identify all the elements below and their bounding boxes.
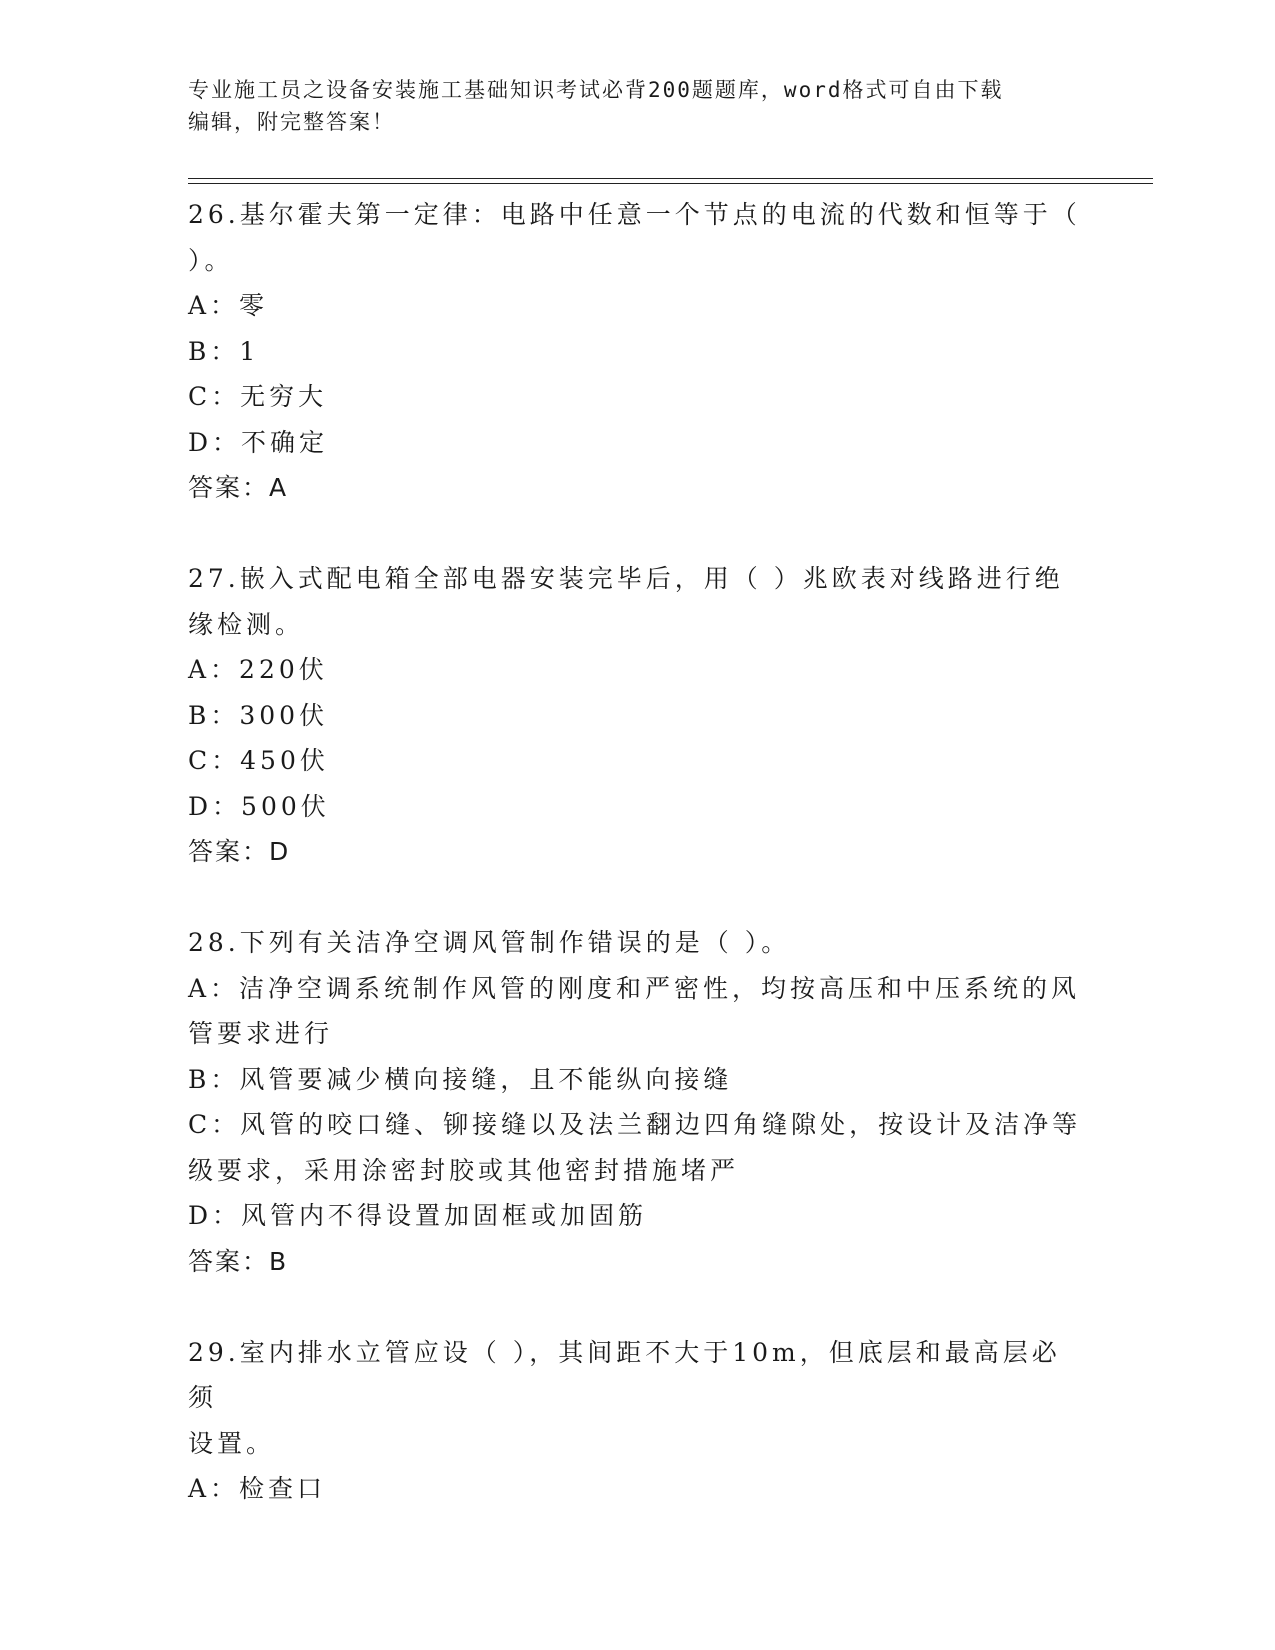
question-28 [188,920,1088,1284]
header-divider-bottom [188,183,1153,184]
question-26 [188,192,1088,511]
question-29 [188,1330,1088,1512]
option-b: B：1 [188,336,260,366]
option-a: A：洁净空调系统制作风管的刚度和严密性，均按高压和中压系统的风 [188,973,1081,1003]
question-stem-cont: 设置。 [188,1428,276,1458]
header-title-line-1: 专业施工员之设备安装施工基础知识考试必背200题题库，word格式可自由下载 [188,78,1004,102]
question-stem: 26.基尔霍夫第一定律：电路中任意一个节点的电流的代数和恒等于（ [188,200,1081,229]
option-d: D：500伏 [188,791,330,821]
question-list [188,192,1088,1512]
answer: 答案：A [188,473,289,502]
option-d: D：风管内不得设置加固框或加固筋 [188,1201,648,1230]
document-header [188,74,1088,138]
question-stem: 28.下列有关洁净空调风管制作错误的是（ ）。 [188,928,791,957]
option-c: C：无穷大 [188,382,328,411]
option-c: C：风管的咬口缝、铆接缝以及法兰翻边四角缝隙处，按设计及洁净等 [188,1110,1082,1139]
option-d: D：不确定 [188,427,329,457]
answer: 答案：D [188,837,291,866]
question-stem: 29.室内排水立管应设（ ），其间距不大于10m，但底层和最高层必须 [188,1337,1061,1412]
option-b: B：风管要减少横向接缝，且不能纵向接缝 [188,1064,733,1094]
option-a: A：零 [188,291,269,320]
question-stem: 27.嵌入式配电箱全部电器安装完毕后，用（ ）兆欧表对线路进行绝 [188,564,1064,593]
spacer [188,1284,1088,1330]
option-a: A：220伏 [188,655,328,684]
question-stem-cont: 缘检测。 [188,609,305,639]
spacer [188,511,1088,557]
question-stem-cont: ）。 [188,245,234,275]
option-b: B：300伏 [188,700,329,730]
option-c-cont: 级要求，采用涂密封胶或其他密封措施堵严 [188,1155,740,1185]
header-title-line-2: 编辑，附完整答案！ [188,110,395,134]
spacer [188,875,1088,921]
answer: 答案：B [188,1246,289,1276]
option-a: A：检查口 [188,1474,327,1503]
question-27 [188,556,1088,875]
header-divider-top [188,178,1153,179]
option-a-cont: 管要求进行 [188,1019,334,1048]
option-c: C：450伏 [188,746,329,775]
